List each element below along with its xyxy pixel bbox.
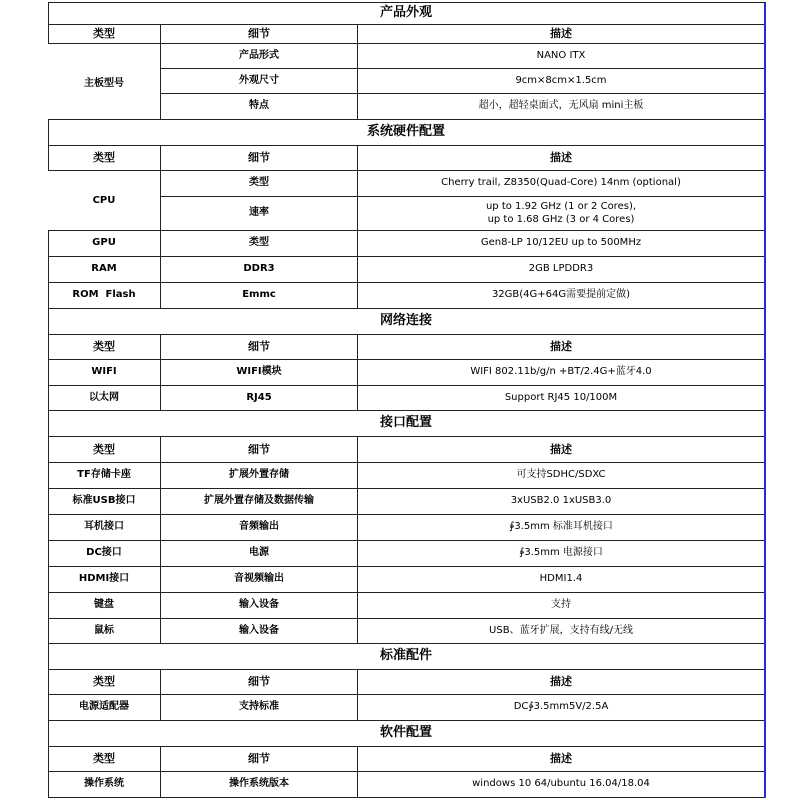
column-type: 类型 bbox=[93, 340, 115, 354]
column-detail: 细节 bbox=[160, 670, 357, 694]
type-cell: GPU bbox=[92, 237, 116, 249]
section-header-network bbox=[48, 309, 764, 335]
desc-cell: windows 10 64/ubuntu 16.04/18.04 bbox=[357, 772, 764, 797]
desc-cell: 可支持SDHC/SDXC bbox=[357, 463, 764, 488]
section-title: 网络连接 bbox=[379, 313, 432, 329]
detail-cell: 输入设备 bbox=[160, 593, 357, 618]
table-row bbox=[48, 463, 764, 489]
column-desc: 描述 bbox=[357, 25, 764, 43]
desc-cell: up to 1.92 GHz (1 or 2 Cores), up to 1.68 GHz (3 or 4 Cores) bbox=[357, 197, 764, 230]
section-header-accessories bbox=[48, 644, 764, 670]
detail-cell: 操作系统版本 bbox=[160, 772, 357, 797]
section-header-interfaces bbox=[48, 411, 764, 437]
section-title: 系统硬件配置 bbox=[366, 124, 445, 140]
desc-cell: WIFI 802.11b/g/n +BT/2.4G+蓝牙4.0 bbox=[357, 360, 764, 385]
detail-cell: Emmc bbox=[160, 283, 357, 308]
column-type: 类型 bbox=[93, 442, 115, 456]
type-cell: ROM Flash bbox=[72, 289, 136, 301]
type-cell: TF存储卡座 bbox=[77, 469, 131, 481]
section-header-software bbox=[48, 721, 764, 747]
desc-cell: 9cm×8cm×1.5cm bbox=[357, 69, 764, 93]
column-header-row bbox=[48, 437, 764, 463]
merged-type-cell: CPU bbox=[48, 171, 160, 231]
detail-cell: WIFI模块 bbox=[160, 360, 357, 385]
detail-cell: 输入设备 bbox=[160, 619, 357, 643]
table-row bbox=[48, 231, 764, 257]
section-title: 产品外观 bbox=[379, 5, 432, 21]
table-row bbox=[48, 772, 764, 798]
column-desc: 描述 bbox=[357, 146, 764, 170]
type-cell: 标准USB接口 bbox=[72, 495, 136, 507]
table-row bbox=[48, 593, 764, 619]
column-type: 类型 bbox=[93, 752, 115, 766]
desc-cell: Cherry trail, Z8350(Quad-Core) 14nm (optional) bbox=[357, 171, 764, 196]
desc-cell: 支持 bbox=[357, 593, 764, 618]
detail-cell: DDR3 bbox=[160, 257, 357, 282]
desc-cell: 32GB(4G+64G需要提前定做) bbox=[357, 283, 764, 308]
column-desc: 描述 bbox=[357, 747, 764, 771]
desc-cell: 3xUSB2.0 1xUSB3.0 bbox=[357, 489, 764, 514]
type-cell: 电源适配器 bbox=[79, 701, 129, 713]
detail-cell: 外观尺寸 bbox=[160, 69, 357, 93]
column-header-row bbox=[48, 25, 764, 44]
column-detail: 细节 bbox=[160, 146, 357, 170]
type-cell: 以太网 bbox=[89, 391, 119, 403]
desc-cell: NANO ITX bbox=[357, 44, 764, 68]
section-title: 接口配置 bbox=[379, 415, 432, 431]
type-cell: 操作系统 bbox=[84, 778, 124, 790]
column-type: 类型 bbox=[93, 27, 115, 41]
column-detail: 细节 bbox=[160, 25, 357, 43]
section-header-hardware bbox=[48, 120, 764, 146]
detail-cell: 类型 bbox=[160, 231, 357, 256]
table-row bbox=[48, 386, 764, 411]
table-row bbox=[48, 489, 764, 515]
detail-cell: 音频输出 bbox=[160, 515, 357, 540]
desc-cell: 超小，超轻桌面式，无风扇 mini主板 bbox=[357, 94, 764, 119]
desc-cell: ∲3.5mm 电源接口 bbox=[357, 541, 764, 566]
table-row bbox=[48, 695, 764, 721]
table-row bbox=[48, 567, 764, 593]
column-detail: 细节 bbox=[160, 437, 357, 462]
column-header-row bbox=[48, 747, 764, 772]
detail-cell: RJ45 bbox=[160, 386, 357, 410]
column-type: 类型 bbox=[93, 675, 115, 689]
type-cell: 键盘 bbox=[94, 599, 114, 611]
detail-cell: 音视频输出 bbox=[160, 567, 357, 592]
table-row bbox=[48, 515, 764, 541]
table-row bbox=[48, 360, 764, 386]
column-detail: 细节 bbox=[160, 747, 357, 771]
desc-cell: USB、蓝牙扩展，支持有线/无线 bbox=[357, 619, 764, 643]
column-type: 类型 bbox=[93, 151, 115, 165]
table-row bbox=[48, 283, 764, 309]
desc-cell: Gen8-LP 10/12EU up to 500MHz bbox=[357, 231, 764, 256]
column-header-row bbox=[48, 146, 764, 171]
column-desc: 描述 bbox=[357, 437, 764, 462]
column-header-row bbox=[48, 335, 764, 360]
desc-cell: 2GB LPDDR3 bbox=[357, 257, 764, 282]
type-cell: DC接口 bbox=[86, 547, 122, 559]
type-cell: 耳机接口 bbox=[84, 521, 124, 533]
detail-cell: 电源 bbox=[160, 541, 357, 566]
desc-cell: ∲3.5mm 标准耳机接口 bbox=[357, 515, 764, 540]
detail-cell: 扩展外置存储及数据传输 bbox=[160, 489, 357, 514]
detail-cell: 类型 bbox=[160, 171, 357, 196]
detail-cell: 特点 bbox=[160, 94, 357, 119]
column-detail: 细节 bbox=[160, 335, 357, 359]
column-desc: 描述 bbox=[357, 335, 764, 359]
table-row bbox=[48, 257, 764, 283]
detail-cell: 扩展外置存储 bbox=[160, 463, 357, 488]
type-cell: WIFI bbox=[91, 366, 117, 378]
type-cell: RAM bbox=[91, 263, 117, 275]
merged-type-cell: 主板型号 bbox=[48, 44, 160, 120]
type-cell: 鼠标 bbox=[94, 624, 114, 636]
detail-cell: 支持标准 bbox=[160, 695, 357, 720]
type-cell: HDMI接口 bbox=[78, 573, 130, 585]
desc-cell: HDMI1.4 bbox=[357, 567, 764, 592]
section-header-appearance bbox=[48, 3, 764, 25]
section-title: 软件配置 bbox=[379, 725, 432, 741]
table-row bbox=[48, 541, 764, 567]
table-row bbox=[48, 619, 764, 644]
column-desc: 描述 bbox=[357, 670, 764, 694]
column-header-row bbox=[48, 670, 764, 695]
detail-cell: 产品形式 bbox=[160, 44, 357, 68]
desc-cell: DC∲3.5mm5V/2.5A bbox=[357, 695, 764, 720]
desc-cell: Support RJ45 10/100M bbox=[357, 386, 764, 410]
section-title: 标准配件 bbox=[379, 648, 432, 664]
detail-cell: 速率 bbox=[160, 197, 357, 230]
